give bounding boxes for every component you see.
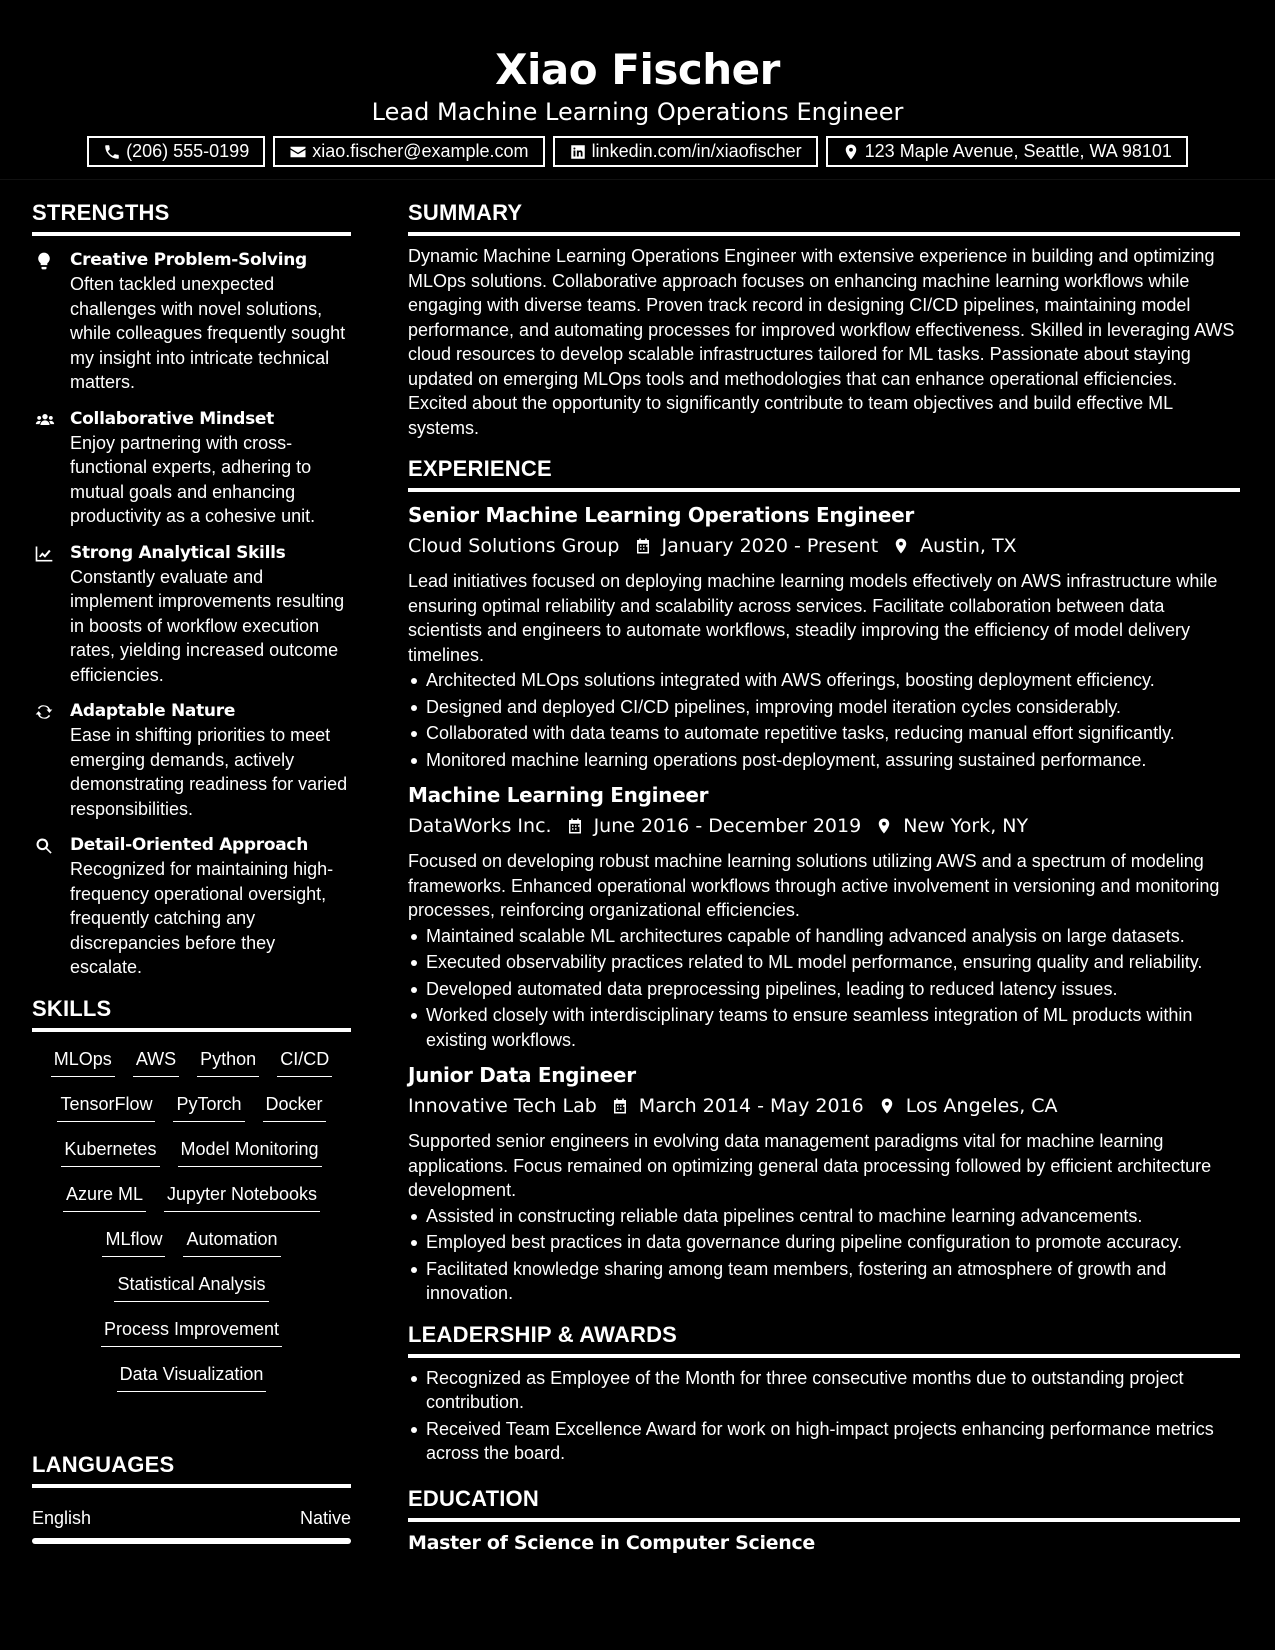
resume-header bbox=[0, 0, 1275, 180]
job-bullet: Assisted in constructing reliable data pipelines central to machine learning advancements. bbox=[408, 1204, 1240, 1229]
contact-linkedin[interactable] bbox=[553, 136, 818, 167]
sync-icon bbox=[34, 702, 54, 722]
language-name: English bbox=[32, 1507, 92, 1528]
awards-section bbox=[408, 1318, 1240, 1466]
summary-heading: SUMMARY bbox=[408, 196, 1240, 236]
strength-item bbox=[32, 407, 351, 529]
envelope-icon bbox=[289, 143, 307, 161]
skill-tag: MLflow bbox=[102, 1226, 165, 1257]
strength-item bbox=[32, 541, 351, 688]
candidate-name: Xiao Fischer bbox=[495, 45, 780, 94]
strength-item bbox=[32, 833, 351, 980]
job-company: Innovative Tech Lab bbox=[408, 1095, 597, 1117]
strengths-heading: STRENGTHS bbox=[32, 196, 351, 236]
skill-tag: Kubernetes bbox=[61, 1136, 159, 1167]
education-degree: Master of Science in Computer Science bbox=[408, 1531, 816, 1554]
strength-title: Collaborative Mindset bbox=[70, 408, 274, 429]
skill-tag: TensorFlow bbox=[57, 1091, 155, 1122]
strength-title: Adaptable Nature bbox=[70, 701, 236, 721]
map-marker-icon bbox=[842, 143, 860, 161]
job-bullets bbox=[408, 1204, 1240, 1306]
job-company: Cloud Solutions Group bbox=[408, 535, 620, 557]
candidate-role: Lead Machine Learning Operations Engineer bbox=[371, 98, 904, 126]
job-entry bbox=[408, 1060, 1240, 1306]
skill-tag: Data Visualization bbox=[117, 1361, 267, 1392]
left-column bbox=[32, 196, 351, 1544]
job-bullets bbox=[408, 924, 1240, 1053]
map-marker-icon bbox=[875, 817, 893, 835]
strength-item bbox=[32, 699, 351, 821]
awards-heading: LEADERSHIP & AWARDS bbox=[408, 1318, 1240, 1358]
job-dates: March 2014 - May 2016 bbox=[638, 1095, 864, 1117]
strength-desc: Constantly evaluate and implement improvements resulting in boosts of workflow execution rates, yielding increased outcome efficiencies. bbox=[70, 566, 345, 685]
experience-heading: EXPERIENCE bbox=[408, 452, 1240, 492]
job-title: Junior Data Engineer bbox=[408, 1063, 636, 1087]
strength-desc: Often tackled unexpected challenges with novel solutions, while colleagues frequently sought my insight into intricate technical matters. bbox=[70, 274, 346, 392]
right-column bbox=[408, 196, 1240, 1558]
experience-section bbox=[408, 452, 1240, 1306]
strengths-list bbox=[32, 248, 351, 980]
skill-tag: MLOps bbox=[51, 1046, 115, 1077]
strengths-section bbox=[32, 196, 351, 980]
job-location: New York, NY bbox=[903, 815, 1029, 837]
languages-heading: LANGUAGES bbox=[32, 1448, 351, 1488]
strength-title: Strong Analytical Skills bbox=[70, 542, 286, 563]
skill-tag: Docker bbox=[263, 1091, 326, 1122]
job-description: Focused on developing robust machine learning solutions utilizing AWS and a spectrum of modeling frameworks. Enhanced operational workflows through active involvement in versioning and monitoring processes, reinforcing organizational efficiencies. bbox=[408, 851, 1220, 920]
award-item: Received Team Excellence Award for work on high-impact projects enhancing performance metrics across the board. bbox=[408, 1417, 1240, 1466]
job-title: Senior Machine Learning Operations Engineer bbox=[408, 503, 914, 527]
skill-tag: Statistical Analysis bbox=[114, 1271, 268, 1302]
skills-list bbox=[32, 1046, 351, 1406]
language-row bbox=[32, 1506, 351, 1530]
skills-heading: SKILLS bbox=[32, 992, 351, 1032]
address-text: 123 Maple Avenue, Seattle, WA 98101 bbox=[864, 141, 1172, 161]
strength-item bbox=[32, 248, 351, 395]
calendar-icon bbox=[566, 817, 584, 835]
education-heading: EDUCATION bbox=[408, 1482, 1240, 1522]
job-dates: June 2016 - December 2019 bbox=[593, 815, 862, 837]
skills-section bbox=[32, 992, 351, 1406]
summary-section bbox=[408, 196, 1240, 440]
awards-list bbox=[408, 1366, 1240, 1466]
skill-tag: Python bbox=[197, 1046, 259, 1077]
skill-tag: Azure ML bbox=[63, 1181, 146, 1212]
job-bullets bbox=[408, 668, 1240, 772]
job-bullet: Facilitated knowledge sharing among team members, fostering an atmosphere of growth and innovation. bbox=[408, 1257, 1240, 1306]
contact-email[interactable] bbox=[273, 136, 544, 167]
job-bullet: Executed observability practices related to ML model performance, ensuring quality and reliability. bbox=[408, 950, 1240, 975]
calendar-icon bbox=[611, 1097, 629, 1115]
job-company: DataWorks Inc. bbox=[408, 815, 552, 837]
skill-tag: AWS bbox=[133, 1046, 179, 1077]
search-icon bbox=[34, 836, 54, 856]
language-proficiency-bar bbox=[32, 1538, 351, 1544]
calendar-icon bbox=[634, 537, 652, 555]
users-icon bbox=[34, 410, 56, 430]
languages-section bbox=[32, 1448, 351, 1544]
contact-address[interactable] bbox=[826, 136, 1188, 167]
summary-text: Dynamic Machine Learning Operations Engineer with extensive experience in building and optimizing MLOps solutions. Collaborative approach focuses on enhancing machine learning workflows while engaging with diverse teams. Proven track record in designing CI/CD pipelines, maintaining model performance, and automating processes for improved workflow effectiveness. Skilled in leveraging AWS cloud resources to develop scalable infrastructures tailored for ML tasks. Passionate about staying updated on emerging MLOps tools and methodologies that can enhance operational efficiencies. Excited about the opportunity to significantly contribute to team objectives and build effective ML systems. bbox=[408, 246, 1235, 438]
skill-tag: Automation bbox=[183, 1226, 280, 1257]
email-text: xiao.fischer@example.com bbox=[312, 141, 529, 161]
job-meta bbox=[408, 1091, 1240, 1121]
strength-desc: Recognized for maintaining high-frequency operational oversight, frequently catching any discrepancies before they escalate. bbox=[70, 859, 334, 977]
award-item: Recognized as Employee of the Month for three consecutive months due to outstanding project contribution. bbox=[408, 1366, 1240, 1415]
strength-desc: Enjoy partnering with cross-functional experts, adhering to mutual goals and enhancing productivity as a cohesive unit. bbox=[70, 432, 316, 526]
job-entry bbox=[408, 780, 1240, 1052]
job-bullet: Collaborated with data teams to automate repetitive tasks, reducing manual effort significantly. bbox=[408, 721, 1240, 746]
strength-desc: Ease in shifting priorities to meet emerging demands, actively demonstrating readiness for varied responsibilities. bbox=[70, 725, 348, 819]
language-level: Native bbox=[299, 1507, 351, 1528]
job-location: Austin, TX bbox=[920, 535, 1017, 557]
linkedin-text: linkedin.com/in/xiaofischer bbox=[591, 141, 802, 161]
job-bullet: Monitored machine learning operations post-deployment, assuring sustained performance. bbox=[408, 748, 1240, 773]
skill-tag: CI/CD bbox=[277, 1046, 332, 1077]
skill-tag: Model Monitoring bbox=[178, 1136, 322, 1167]
education-section bbox=[408, 1482, 1240, 1558]
phone-text: (206) 555-0199 bbox=[126, 141, 250, 161]
lightbulb-icon bbox=[34, 251, 54, 271]
map-marker-icon bbox=[892, 537, 910, 555]
strength-title: Detail-Oriented Approach bbox=[70, 835, 308, 855]
job-entry bbox=[408, 500, 1240, 772]
linkedin-icon bbox=[569, 143, 587, 161]
job-location: Los Angeles, CA bbox=[905, 1095, 1058, 1117]
job-dates: January 2020 - Present bbox=[661, 535, 879, 557]
chart-line-icon bbox=[34, 544, 54, 564]
contact-phone[interactable] bbox=[87, 136, 265, 167]
job-title: Machine Learning Engineer bbox=[408, 783, 709, 807]
map-marker-icon bbox=[878, 1097, 896, 1115]
job-meta bbox=[408, 531, 1240, 561]
skill-tag: Jupyter Notebooks bbox=[164, 1181, 320, 1212]
phone-icon bbox=[103, 143, 121, 161]
job-bullet: Maintained scalable ML architectures capable of handling advanced analysis on large datasets. bbox=[408, 924, 1240, 949]
job-bullet: Designed and deployed CI/CD pipelines, improving model iteration cycles considerably. bbox=[408, 695, 1240, 720]
skill-tag: PyTorch bbox=[173, 1091, 244, 1122]
job-bullet: Worked closely with interdisciplinary teams to ensure seamless integration of ML products within existing workflows. bbox=[408, 1003, 1240, 1052]
job-bullet: Employed best practices in data governance during pipeline configuration to promote accuracy. bbox=[408, 1230, 1240, 1255]
skill-tag: Process Improvement bbox=[101, 1316, 282, 1347]
job-bullet: Developed automated data preprocessing pipelines, leading to reduced latency issues. bbox=[408, 977, 1240, 1002]
job-description: Supported senior engineers in evolving data management paradigms vital for machine learning applications. Focus remained on optimizing general data processing followed by efficient architecture development. bbox=[408, 1131, 1212, 1200]
job-bullet: Architected MLOps solutions integrated with AWS offerings, boosting deployment efficiency. bbox=[408, 668, 1240, 693]
strength-title: Creative Problem-Solving bbox=[70, 250, 307, 270]
job-description: Lead initiatives focused on deploying machine learning models effectively on AWS infrastructure while ensuring optimal reliability and scalability across services. Facilitate collaboration between data scientists and engineers to automate workflows, steadily improving the efficiency of model delivery timelines. bbox=[408, 571, 1218, 665]
contact-bar bbox=[0, 136, 1275, 167]
job-meta bbox=[408, 811, 1240, 841]
